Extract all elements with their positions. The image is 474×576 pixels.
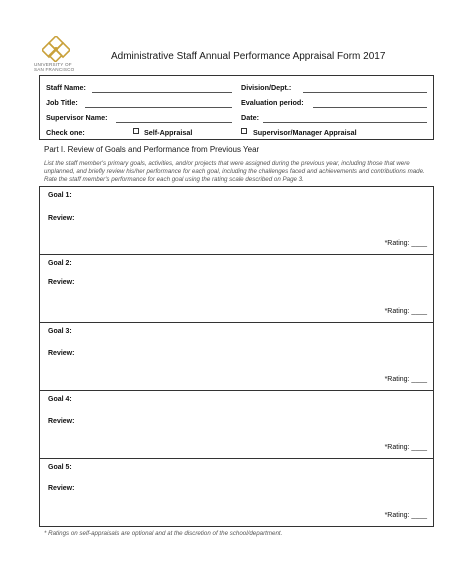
division-label: Division/Dept.: [241, 83, 292, 92]
part1-instructions: List the staff member's primary goals, activities, and/or projects that were assigned during the previous year, including those that were unplanned, and briefly review his/her performance for each goal, including the challenges faced and achievements and contributions made. Rate the staff member's performance for each goal using the rating scale described on Page 3. [44, 160, 425, 183]
rating-field[interactable]: *Rating: ____ [384, 376, 427, 383]
job-title-label: Job Title: [46, 98, 78, 107]
goal-label: Goal 2: [48, 260, 72, 267]
check-one-label: Check one: [46, 128, 85, 137]
goal-label: Goal 5: [48, 464, 72, 471]
logo-text-line1: UNIVERSITY OF [34, 62, 72, 67]
rating-field[interactable]: *Rating: ____ [384, 444, 427, 451]
goal-label: Goal 1: [48, 192, 72, 199]
supervisor-appraisal-checkbox[interactable] [241, 128, 247, 134]
university-logo [34, 36, 94, 72]
date-field[interactable] [263, 122, 427, 123]
review-label: Review: [48, 418, 75, 425]
review-label: Review: [48, 350, 75, 357]
goal-block[interactable] [39, 254, 434, 323]
rating-field[interactable]: *Rating: ____ [384, 308, 427, 315]
staff-name-field[interactable] [92, 92, 232, 93]
supervisor-name-label: Supervisor Name: [46, 113, 108, 122]
rating-field[interactable]: *Rating: ____ [384, 240, 427, 247]
review-label: Review: [48, 279, 75, 286]
staff-info-box [39, 75, 434, 140]
evaluation-period-field[interactable] [313, 107, 427, 108]
staff-name-label: Staff Name: [46, 83, 86, 92]
goal-label: Goal 3: [48, 328, 72, 335]
goal-block[interactable] [39, 186, 434, 255]
supervisor-appraisal-label: Supervisor/Manager Appraisal [253, 128, 357, 137]
rating-field[interactable]: *Rating: ____ [384, 512, 427, 519]
self-appraisal-checkbox[interactable] [133, 128, 139, 134]
review-label: Review: [48, 215, 75, 222]
division-field[interactable] [303, 92, 427, 93]
university-seal-icon [42, 36, 70, 62]
goal-block[interactable] [39, 390, 434, 459]
ratings-footnote: * Ratings on self-appraisals are optional and at the discretion of the school/department. [44, 530, 283, 537]
review-label: Review: [48, 485, 75, 492]
logo-text-line2: SAN FRANCISCO [34, 67, 75, 73]
goal-label: Goal 4: [48, 396, 72, 403]
form-title: Administrative Staff Annual Performance Appraisal Form 2017 [111, 51, 386, 62]
date-label: Date: [241, 113, 259, 122]
goal-block[interactable] [39, 322, 434, 391]
self-appraisal-label: Self-Appraisal [144, 128, 193, 137]
supervisor-name-field[interactable] [116, 122, 232, 123]
part1-title: Part I. Review of Goals and Performance from Previous Year [44, 145, 260, 154]
job-title-field[interactable] [85, 107, 232, 108]
evaluation-period-label: Evaluation period: [241, 98, 304, 107]
goal-block[interactable] [39, 458, 434, 527]
